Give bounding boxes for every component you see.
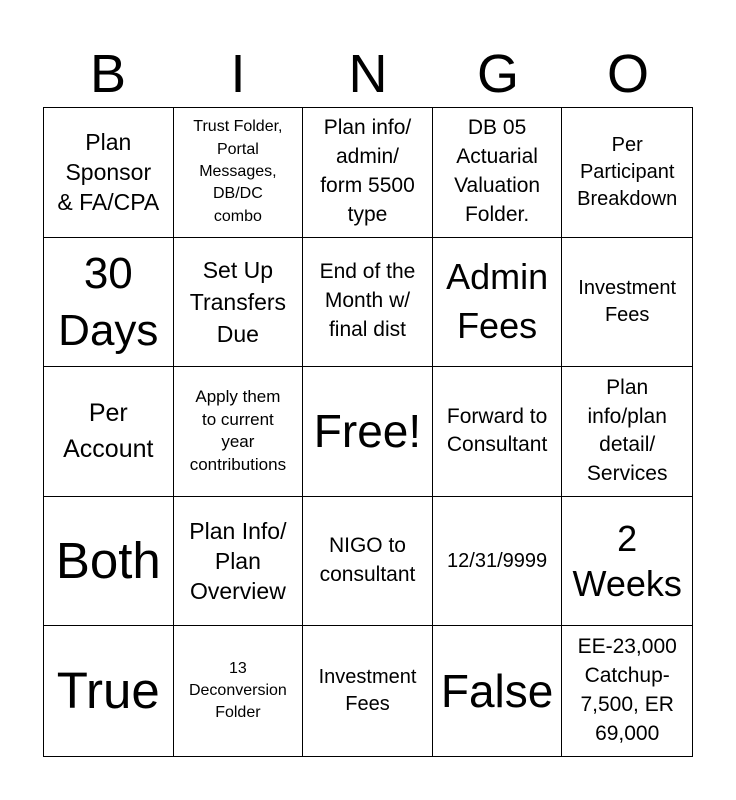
- bingo-cell[interactable]: False: [433, 626, 563, 756]
- bingo-cell[interactable]: 13 Deconversion Folder: [174, 626, 304, 756]
- header-letter-b: B: [89, 44, 127, 104]
- header-letter-g: G: [476, 44, 519, 104]
- bingo-cell[interactable]: DB 05 Actuarial Valuation Folder.: [433, 108, 563, 238]
- bingo-cell[interactable]: Plan Sponsor & FA/CPA: [44, 108, 174, 238]
- bingo-cell[interactable]: True: [44, 626, 174, 756]
- bingo-cell[interactable]: Apply them to current year contributions: [174, 367, 304, 497]
- bingo-cell[interactable]: Per Account: [44, 367, 174, 497]
- header-letter-n: N: [348, 44, 388, 104]
- bingo-cell[interactable]: Plan info/plan detail/ Services: [562, 367, 692, 497]
- bingo-cell[interactable]: Plan Info/ Plan Overview: [174, 497, 304, 627]
- bingo-cell[interactable]: Plan info/ admin/ form 5500 type: [303, 108, 433, 238]
- bingo-board: [43, 107, 693, 757]
- bingo-cell[interactable]: 30 Days: [44, 238, 174, 368]
- bingo-cell[interactable]: 12/31/9999: [433, 497, 563, 627]
- bingo-cell[interactable]: NIGO to consultant: [303, 497, 433, 627]
- bingo-cell[interactable]: Per Participant Breakdown: [562, 108, 692, 238]
- bingo-cell[interactable]: End of the Month w/ final dist: [303, 238, 433, 368]
- bingo-cell[interactable]: EE-23,000 Catchup- 7,500, ER 69,000: [577, 635, 677, 746]
- bingo-cell[interactable]: Admin Fees: [433, 238, 563, 368]
- bingo-cell[interactable]: Trust Folder, Portal Messages, DB/DC combo: [174, 108, 304, 238]
- header-letter-i: I: [230, 44, 246, 104]
- free-space-cell[interactable]: Free!: [303, 367, 433, 497]
- bingo-cell[interactable]: Both: [44, 497, 174, 627]
- bingo-cell[interactable]: Set Up Transfers Due: [174, 238, 304, 368]
- bingo-header: [43, 40, 693, 108]
- header-letter-o: O: [606, 44, 649, 104]
- bingo-cell[interactable]: Investment Fees: [562, 238, 692, 368]
- bingo-cell[interactable]: Investment Fees: [303, 626, 433, 756]
- bingo-cell[interactable]: Forward to Consultant: [433, 367, 563, 497]
- bingo-cell[interactable]: 2 Weeks: [562, 497, 692, 627]
